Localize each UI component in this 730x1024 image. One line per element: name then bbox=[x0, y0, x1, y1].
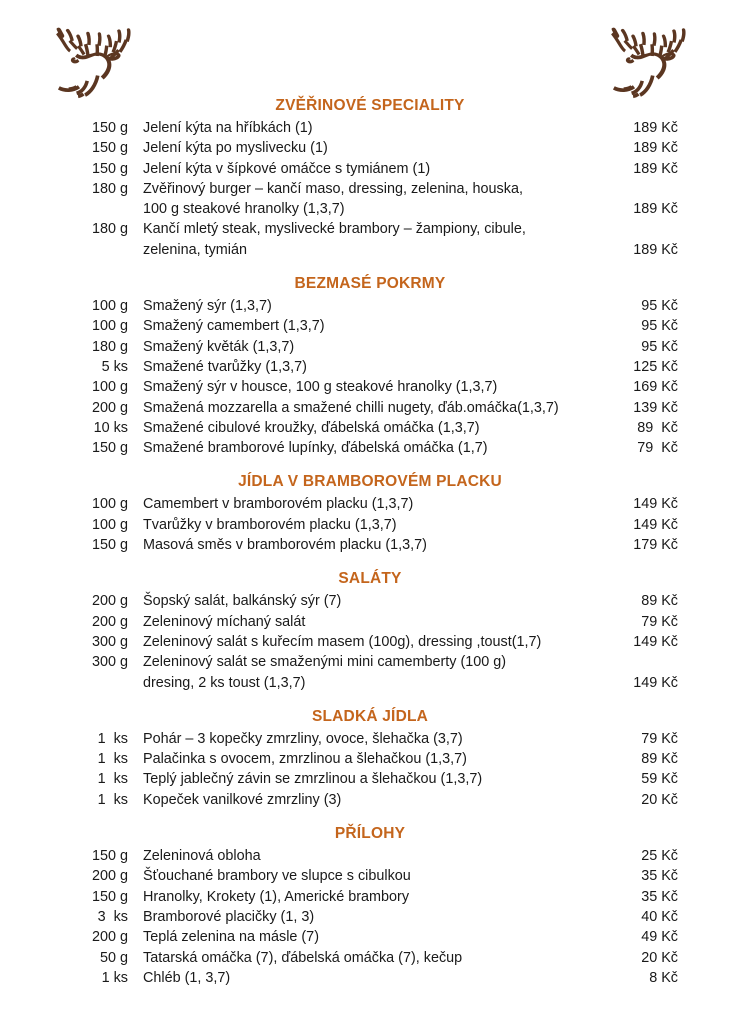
item-quantity: 180 g bbox=[91, 338, 128, 355]
item-description: Smažený květák (1,3,7) bbox=[143, 338, 295, 355]
menu-item-row bbox=[0, 790, 730, 810]
menu-section bbox=[0, 96, 730, 260]
item-quantity: 300 g bbox=[91, 654, 128, 671]
section-title: SLADKÁ JÍDLA bbox=[311, 707, 429, 725]
item-price: 35 Kč bbox=[641, 868, 678, 885]
menu-item-row bbox=[0, 866, 730, 886]
menu-item-list bbox=[0, 591, 730, 692]
item-price: 79 Kč bbox=[637, 440, 678, 457]
item-price: 149 Kč bbox=[633, 496, 678, 513]
item-price: 149 Kč bbox=[633, 674, 678, 691]
item-description: Masová směs v bramborovém placku (1,3,7) bbox=[143, 537, 427, 554]
item-price: 95 Kč bbox=[641, 298, 678, 315]
menu-sections bbox=[0, 96, 730, 988]
item-quantity: 200 g bbox=[91, 399, 128, 416]
item-quantity: 200 g bbox=[91, 868, 128, 885]
item-description: Camembert v bramborovém placku (1,3,7) bbox=[143, 496, 414, 513]
item-description: Tatarská omáčka (7), ďábelská omáčka (7), kečup bbox=[143, 949, 463, 966]
menu-item-list bbox=[0, 729, 730, 810]
item-price: 25 Kč bbox=[641, 848, 678, 865]
item-quantity: 5 ks bbox=[101, 358, 128, 375]
deer-head-logo-right bbox=[597, 14, 705, 106]
menu-item-list bbox=[0, 118, 730, 260]
item-description: Šťouchané brambory ve slupce s cibulkou bbox=[143, 868, 411, 885]
menu-item-row bbox=[0, 199, 730, 219]
item-quantity: 150 g bbox=[91, 120, 128, 136]
item-quantity: 150 g bbox=[91, 440, 128, 457]
item-description: Pohár – 3 kopečky zmrzliny, ovoce, šlehačka (3,7) bbox=[143, 730, 463, 747]
item-description: Teplý jablečný závin se zmrzlinou a šlehačkou (1,3,7) bbox=[143, 771, 483, 788]
item-price: 89 Kč bbox=[641, 751, 678, 768]
item-quantity: 180 g bbox=[91, 180, 128, 197]
menu-item-row bbox=[0, 138, 730, 158]
item-description: Chléb (1, 3,7) bbox=[143, 969, 231, 986]
menu-item-row bbox=[0, 846, 730, 866]
item-quantity: 100 g bbox=[91, 516, 128, 533]
item-price: 89 Kč bbox=[637, 419, 678, 436]
menu-item-row bbox=[0, 118, 730, 138]
item-description: Smažené cibulové kroužky, ďábelská omáčka (1,3,7) bbox=[143, 419, 480, 436]
item-quantity: 1 ks bbox=[97, 751, 128, 768]
item-description: Smažené tvarůžky (1,3,7) bbox=[143, 358, 307, 375]
item-description: Jelení kýta v šípkové omáčce s tymiánem (1) bbox=[143, 160, 431, 177]
item-quantity: 150 g bbox=[91, 160, 128, 177]
item-description: Smažená mozzarella a smažené chilli nugety, ďáb.omáčka(1,3,7) bbox=[143, 399, 559, 416]
item-description: Zeleninová obloha bbox=[143, 848, 261, 865]
menu-item-row bbox=[0, 673, 730, 693]
menu-section bbox=[0, 458, 730, 555]
menu-item-row bbox=[0, 316, 730, 336]
item-quantity: 1 ks bbox=[101, 969, 128, 986]
item-quantity: 200 g bbox=[91, 593, 128, 610]
menu-item-row bbox=[0, 219, 730, 239]
item-price: 189 Kč bbox=[633, 201, 678, 218]
menu-item-row bbox=[0, 729, 730, 749]
item-quantity: 200 g bbox=[91, 929, 128, 946]
item-quantity: 50 g bbox=[99, 949, 128, 966]
item-description: Zvěřinový burger – kančí maso, dressing, zelenina, houska, bbox=[143, 180, 523, 197]
item-quantity: 3 ks bbox=[97, 908, 128, 925]
menu-item-row bbox=[0, 159, 730, 179]
item-quantity: 150 g bbox=[91, 140, 128, 157]
item-description: Zeleninový salát s kuřecím masem (100g), dressing ,toust(1,7) bbox=[143, 633, 542, 650]
section-title: PŘÍLOHY bbox=[334, 825, 406, 843]
item-quantity: 150 g bbox=[91, 537, 128, 554]
item-description: Smažený camembert (1,3,7) bbox=[143, 318, 325, 335]
item-price: 189 Kč bbox=[633, 120, 678, 136]
item-price: 79 Kč bbox=[641, 613, 678, 630]
item-quantity: 1 ks bbox=[97, 730, 128, 747]
menu-section bbox=[0, 693, 730, 810]
item-price: 20 Kč bbox=[641, 949, 678, 966]
item-price: 89 Kč bbox=[641, 593, 678, 610]
menu-item-row bbox=[0, 438, 730, 458]
menu-item-row bbox=[0, 296, 730, 316]
item-price: 125 Kč bbox=[633, 358, 678, 375]
item-price: 169 Kč bbox=[633, 379, 678, 396]
menu-item-row bbox=[0, 418, 730, 438]
item-price: 189 Kč bbox=[633, 140, 678, 157]
item-description: Palačinka s ovocem, zmrzlinou a šlehačkou (1,3,7) bbox=[143, 751, 467, 768]
menu-item-list bbox=[0, 494, 730, 555]
menu-item-row bbox=[0, 749, 730, 769]
item-quantity: 300 g bbox=[91, 633, 128, 650]
menu-item-row bbox=[0, 612, 730, 632]
item-description: Jelení kýta po myslivecku (1) bbox=[143, 140, 328, 157]
menu-item-row bbox=[0, 948, 730, 968]
menu-item-row bbox=[0, 494, 730, 514]
item-description: Kopeček vanilkové zmrzliny (3) bbox=[143, 791, 342, 808]
menu-item-row bbox=[0, 357, 730, 377]
item-price: 8 Kč bbox=[649, 969, 678, 986]
menu-item-list bbox=[0, 296, 730, 458]
menu-item-row bbox=[0, 240, 730, 260]
item-description: Smažený sýr v housce, 100 g steakové hranolky (1,3,7) bbox=[143, 379, 498, 396]
item-description: zelenina, tymián bbox=[143, 241, 247, 258]
section-title: BEZMASÉ POKRMY bbox=[294, 275, 446, 293]
item-quantity: 100 g bbox=[91, 496, 128, 513]
menu-item-row bbox=[0, 927, 730, 947]
item-description: Jelení kýta na hříbkách (1) bbox=[143, 120, 313, 136]
item-price: 20 Kč bbox=[641, 791, 678, 808]
item-quantity: 1 ks bbox=[97, 791, 128, 808]
item-price: 79 Kč bbox=[641, 730, 678, 747]
item-quantity: 180 g bbox=[91, 221, 128, 238]
menu-item-row bbox=[0, 377, 730, 397]
item-description: Zeleninový míchaný salát bbox=[143, 613, 306, 630]
item-description: Tvarůžky v bramborovém placku (1,3,7) bbox=[143, 516, 397, 533]
item-quantity: 100 g bbox=[91, 379, 128, 396]
item-price: 49 Kč bbox=[641, 929, 678, 946]
menu-item-row bbox=[0, 652, 730, 672]
menu-item-row bbox=[0, 907, 730, 927]
item-description: Smažený sýr (1,3,7) bbox=[143, 298, 272, 315]
item-quantity: 150 g bbox=[91, 848, 128, 865]
item-description: Kančí mletý steak, myslivecké brambory – žampiony, cibule, bbox=[143, 221, 526, 238]
item-price: 189 Kč bbox=[633, 241, 678, 258]
menu-section bbox=[0, 260, 730, 458]
item-quantity: 1 ks bbox=[97, 771, 128, 788]
item-price: 40 Kč bbox=[641, 908, 678, 925]
item-quantity: 200 g bbox=[91, 613, 128, 630]
menu-item-row bbox=[0, 591, 730, 611]
menu-item-row bbox=[0, 535, 730, 555]
item-quantity: 150 g bbox=[91, 888, 128, 905]
menu-item-row bbox=[0, 769, 730, 789]
item-description: 100 g steakové hranolky (1,3,7) bbox=[143, 201, 345, 218]
item-price: 59 Kč bbox=[641, 771, 678, 788]
menu-item-row bbox=[0, 632, 730, 652]
menu-item-row bbox=[0, 179, 730, 199]
section-title: SALÁTY bbox=[338, 570, 402, 588]
menu-item-row bbox=[0, 968, 730, 988]
item-price: 149 Kč bbox=[633, 516, 678, 533]
item-description: Teplá zelenina na másle (7) bbox=[143, 929, 319, 946]
item-quantity: 10 ks bbox=[93, 419, 128, 436]
item-price: 189 Kč bbox=[633, 160, 678, 177]
item-description: Hranolky, Krokety (1), Americké brambory bbox=[143, 888, 410, 905]
item-price: 35 Kč bbox=[641, 888, 678, 905]
menu-item-list bbox=[0, 846, 730, 988]
item-price: 179 Kč bbox=[633, 537, 678, 554]
item-quantity: 100 g bbox=[91, 298, 128, 315]
item-description: Bramborové placičky (1, 3) bbox=[143, 908, 315, 925]
item-price: 139 Kč bbox=[633, 399, 678, 416]
item-description: dresing, 2 ks toust (1,3,7) bbox=[143, 674, 306, 691]
item-quantity: 100 g bbox=[91, 318, 128, 335]
item-price: 95 Kč bbox=[641, 318, 678, 335]
menu-item-row bbox=[0, 337, 730, 357]
item-price: 149 Kč bbox=[633, 633, 678, 650]
item-description: Smažené bramborové lupínky, ďábelská omáčka (1,7) bbox=[143, 440, 488, 457]
menu-section bbox=[0, 810, 730, 988]
menu-item-row bbox=[0, 515, 730, 535]
menu-item-row bbox=[0, 398, 730, 418]
section-title: ZVĚŘINOVÉ SPECIALITY bbox=[275, 97, 465, 114]
item-description: Zeleninový salát se smaženými mini camemberty (100 g) bbox=[143, 654, 507, 671]
item-description: Šopský salát, balkánský sýr (7) bbox=[143, 593, 342, 610]
menu-section bbox=[0, 555, 730, 692]
section-title: JÍDLA V BRAMBOROVÉM PLACKU bbox=[238, 473, 502, 491]
menu-item-row bbox=[0, 887, 730, 907]
item-price: 95 Kč bbox=[641, 338, 678, 355]
deer-head-logo-left bbox=[42, 14, 150, 106]
